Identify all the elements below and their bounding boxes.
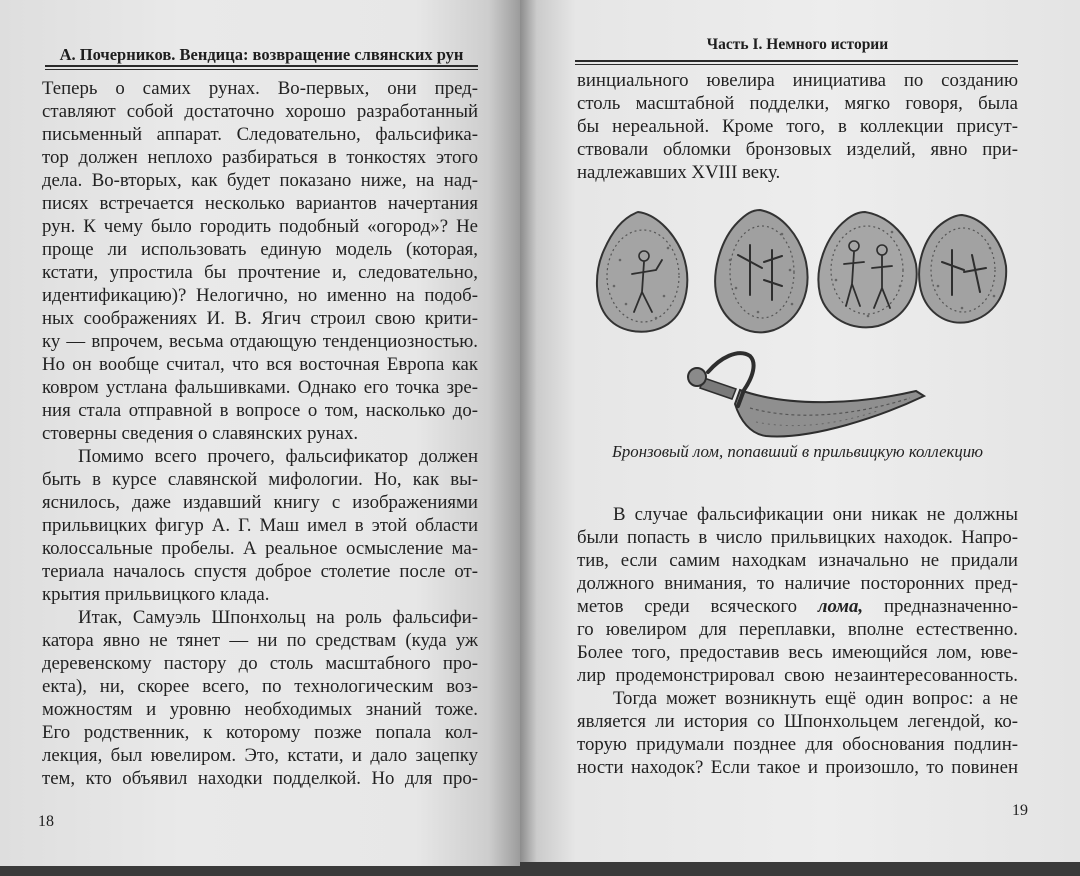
text-segment: метов среди всяческого — [577, 596, 818, 617]
text-line: ставляют собой достаточно хорошо разработанный — [42, 101, 478, 122]
text-line: ковром устлана фальшивками. Однако его точка зре- — [42, 377, 478, 398]
text-line: прильвицких фигур А. Г. Маш имел в этой области — [42, 515, 478, 536]
text-line: крытия прильвицкого клада. — [42, 584, 270, 605]
coin-fragment-2 — [715, 210, 807, 332]
text-line: стоверны сведения о славянских рунах. — [42, 423, 359, 444]
text-line: проще ли использовать единую модель (которая, — [42, 239, 478, 260]
text-line: деревенскому пастору до столь масштабного про- — [42, 653, 478, 674]
figure-bronze-scrap — [560, 200, 1030, 450]
text-line: В случае фальсификации они никак не должны — [613, 504, 1018, 525]
text-line: можностям и уровню необходимых знаний тоже. — [42, 699, 478, 720]
left-running-head: А. Почерников. Вендица: возвращение слвянских рун — [59, 45, 464, 64]
text-line: екта), ни, скорее всего, по технологическим воз- — [42, 676, 478, 697]
right-page-number: 19 — [1012, 802, 1028, 819]
text-line: Тогда может возникнуть ещё один вопрос: а не — [613, 688, 1018, 709]
left-head-rule — [45, 65, 478, 70]
text-line: лекция, был ювелиром. Это, кстати, и дало зацепку — [42, 745, 478, 766]
text-line: яснилось, даже издавший книгу с изображениями — [42, 492, 478, 513]
text-segment: предназначенно- — [863, 596, 1018, 617]
text-line: ния стала отправной в вопросе о том, насколько до- — [42, 400, 478, 421]
text-line: были попасть в число прильвицких находок. Напро- — [577, 527, 1018, 548]
coin-fragment-1 — [597, 212, 687, 332]
text-line: ности находок? Если такое и произошло, то повинен — [577, 757, 1018, 778]
text-line: тем, кто объявил находки подделкой. Но для про- — [42, 768, 478, 789]
text-line: Помимо всего прочего, фальсификатор должен — [78, 446, 478, 467]
text-line: рун. К чему было городить подобный «огород»? Не — [42, 216, 478, 237]
text-line: го ювелиром для переплавки, вполне естественно. — [577, 619, 1018, 640]
text-line: идентификацию)? Нелогично, но именно на подоб- — [42, 285, 478, 306]
text-line: лир продемонстрировал свою незаинтересованность. — [577, 665, 1018, 686]
left-page-body — [42, 77, 478, 790]
coin-fragment-3 — [818, 212, 916, 327]
text-line: Более того, предоставив весь имеющийся лом, юве- — [577, 642, 1018, 663]
text-line: Итак, Самуэль Шпонхольц на роль фальсифи- — [78, 607, 478, 628]
left-page-number: 18 — [38, 813, 54, 830]
right-running-head: Часть I. Немного истории — [706, 36, 889, 53]
text-line: быть в курсе славянской мифологии. Но, как вы- — [42, 469, 478, 490]
text-line-emphasized — [577, 595, 1018, 618]
text-line: Теперь о самих рунах. Во-первых, они пред- — [42, 78, 478, 99]
text-line: тив, если самим находкам изначально не придали — [577, 550, 1018, 571]
text-line: катора явно не тянет — ни по средствам (куда уж — [42, 630, 478, 651]
text-line: дела. Во-вторых, как будет показано ниже, на над- — [42, 170, 478, 191]
text-line: надлежавших XVIII веку. — [577, 162, 781, 183]
text-line: тор должен неплохо разбираться в тонкостях этого — [42, 147, 478, 168]
text-line: является ли история со Шпонхольцем легендой, ко- — [577, 711, 1018, 732]
text-line: колоссальные пробелы. А реальное осмысление ма- — [42, 538, 478, 559]
text-line: письменный аппарат. Следовательно, фальсифика- — [42, 124, 478, 145]
text-line: териала началось спустя доброе столетие после от- — [42, 561, 478, 582]
figure-caption: Бронзовый лом, попавший в прильвицкую коллекцию — [612, 442, 983, 461]
text-line: торую придумали позднее для обоснования подлин- — [577, 734, 1018, 755]
emphasized-word: лома, — [817, 596, 864, 617]
text-line: кстати, упростила бы прочтение и, следовательно, — [42, 262, 478, 283]
right-page-body-top — [577, 69, 1018, 184]
text-line: ку — впрочем, весьма отдающую тенденциозностью. — [42, 331, 478, 352]
coin-fragment-4 — [919, 215, 1006, 323]
text-line: ных соображениях И. В. Ягич строил свою крити- — [42, 308, 478, 329]
text-line: Но он вообще считал, что вся восточная Европа как — [42, 354, 478, 375]
text-line: винциального ювелира инициатива по созданию — [577, 70, 1018, 91]
text-line: Его родственник, к которому позже попала кол- — [42, 722, 478, 743]
right-head-rule — [575, 60, 1018, 65]
text-line: бы нереальной. Кроме того, в коллекции присут- — [577, 116, 1018, 137]
text-line: ствовали обломки бронзовых изделий, явно при- — [577, 139, 1018, 160]
text-line: столь масштабной подделки, мягко говоря, была — [577, 93, 1018, 114]
right-page-body-bottom — [577, 503, 1018, 779]
text-line: писях встречается несколько вариантов начертания — [42, 193, 478, 214]
text-line: должного внимания, то наличие посторонних пред- — [577, 573, 1018, 594]
sabre-fragment — [688, 353, 924, 436]
